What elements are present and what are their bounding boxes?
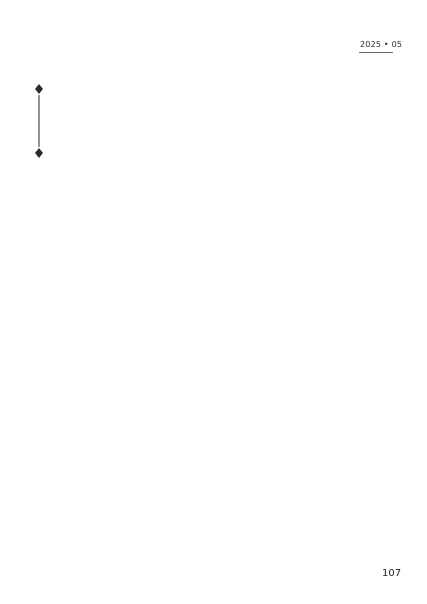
text-columns — [48, 60, 396, 565]
page-number: 107 — [382, 568, 402, 579]
running-title-ornament — [32, 82, 46, 160]
issue-tag: 2025 • 05 — [360, 40, 403, 49]
header-rule — [359, 52, 393, 53]
ornament-icon — [32, 82, 46, 160]
